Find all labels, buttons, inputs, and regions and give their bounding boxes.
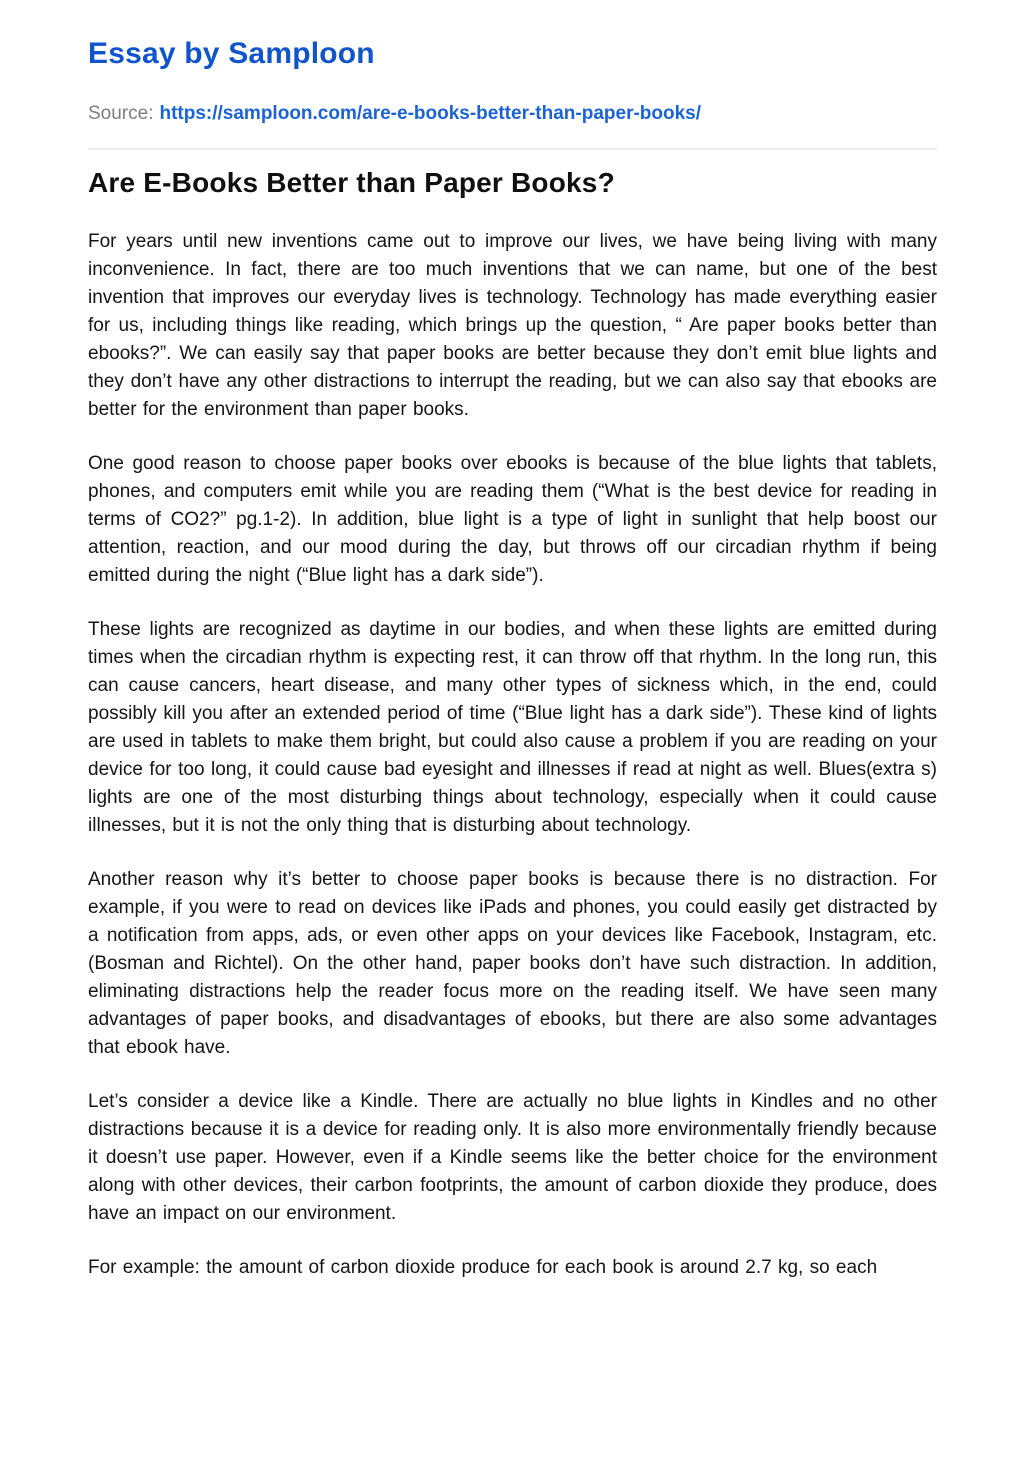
essay-title: Are E-Books Better than Paper Books?	[88, 167, 615, 198]
source-label: Source:	[88, 103, 154, 124]
essay-paragraph: Another reason why it’s better to choose paper books is because there is no distraction. For example, if you were to read on devices like iPads and phones, you could easily get distracted by a notification from apps, ads, or even other apps on your devices like Facebook, Instagram, etc. (Bosman and Richtel). On the other hand, paper books don’t have such distraction. In addition, eliminating distractions help the reader focus more on the reading itself. We have seen many advantages of paper books, and disadvantages of ebooks, but there are also some advantages that ebook have.	[88, 869, 937, 1058]
source-line	[88, 102, 937, 126]
essay-body	[88, 228, 937, 1282]
essay-paragraph: One good reason to choose paper books over ebooks is because of the blue lights that tablets, phones, and computers emit while you are reading them (“What is the best device for reading in terms of CO2?” pg.1-2). In addition, blue light is a type of light in sunlight that help boost our attention, reaction, and our mood during the day, but throws off our circadian rhythm if being emitted during the night (“Blue light has a dark side”).	[88, 453, 937, 586]
essay-paragraph: For years until new inventions came out to improve our lives, we have being living with many inconvenience. In fact, there are too much inventions that we can name, but one of the best invention that improves our everyday lives is technology. Technology has made everything easier for us, including things like reading, which brings up the question, “ Are paper books better than ebooks?”. We can easily say that paper books are better because they don’t emit blue lights and they don’t have any other distractions to interrupt the reading, but we can also say that ebooks are better for the environment than paper books.	[88, 231, 937, 420]
source-url-link[interactable]: https://samploon.com/are-e-books-better-than-paper-books/	[159, 103, 702, 124]
divider	[88, 148, 937, 150]
essay-paragraph: Let’s consider a device like a Kindle. There are actually no blue lights in Kindles and no other distractions because it is a device for reading only. It is also more environmentally friendly because it doesn’t use paper. However, even if a Kindle seems like the better choice for the environment along with other devices, their carbon footprints, the amount of carbon dioxide they produce, does have an impact on our environment.	[88, 1091, 937, 1224]
essay-paragraph: For example: the amount of carbon dioxide produce for each book is around 2.7 kg, so each	[88, 1257, 878, 1278]
essay-paragraph: These lights are recognized as daytime in our bodies, and when these lights are emitted during times when the circadian rhythm is expecting rest, it can throw off that rhythm. In the long run, this can cause cancers, heart disease, and many other types of sickness which, in the end, could possibly kill you after an extended period of time (“Blue light has a dark side”). These kind of lights are used in tablets to make them bright, but could also cause a problem if you are reading on your device for too long, it could cause bad eyesight and illnesses if read at night as well. Blues(extra s) lights are one of the most disturbing things about technology, especially when it could cause illnesses, but it is not the only thing that is disturbing about technology.	[88, 619, 937, 836]
site-header-title: Essay by Samploon	[88, 37, 375, 70]
